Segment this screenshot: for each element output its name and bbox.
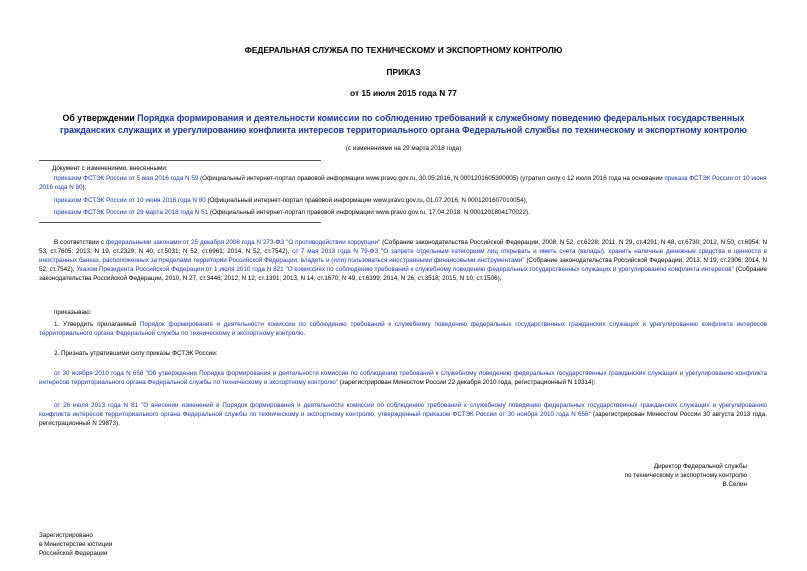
change-text: (Официальный интернет-портал правовой информации www.pravo.gov.ru, 01.07.2016, N 0001201607010054);	[205, 197, 528, 204]
changes-intro: Документ с изменениями, внесенными:	[52, 165, 168, 172]
repeal-2-text: (зарегистрирован Минюстом России 30 августа 2013 года, регистрационный N 29873).	[39, 411, 767, 427]
preamble-paragraph	[39, 238, 767, 283]
change-text: (Официальный интернет-портал правовой информации www.pravo.gov.ru, 17.04.2018, N 0001201804170022).	[208, 209, 530, 216]
change-item	[54, 208, 530, 217]
title-link[interactable]: Порядка формирования и деятельности комиссии по соблюдению требований к служебному поведению федеральных государственных гражданских служащих и урегулированию конфликта интересов территориального органа Федеральной службы по техническому и экспортному контролю	[60, 113, 747, 135]
preamble-text: В соответствии с	[54, 239, 106, 246]
preamble-text: (Собрание законодательства Российской Федерации, 2008, N 52, ст.6228; 2011, N 29, ст.4291; N 48, ст.6730; 2012, N 50, ст.6954; N 53, ст.7605; 2013, N 19, ст.2329; N 40, ст.5031; N 52, ст.6961; 2014, N 52, ст.7542),	[39, 239, 768, 255]
signature-position-cont: по техническому и экспортному контролю	[624, 472, 747, 479]
order-81-link[interactable]: от 26 июля 2013 года N 81 "О внесении изменений в Порядок формирования и деятельности комиссии по соблюдению требований к служебному поведению федеральных государственных гражданских служащих и урегулированию конфликта интересов территориального органа Федеральной службы по техническому и экспортному контролю, утвержденный приказом ФСТЭК России от 30 ноября 2010 года N 656"	[39, 402, 767, 418]
change-text: (Официальный интернет-портал правовой информации www.pravo.gov.ru, 30.05.2016, N 0001201605300005) (утратил силу с 12 июля 2016 года на основании	[198, 175, 665, 182]
preamble-text: (Собрание законодательства Российской Федерации, 2013, N 19, ст.2306; 2014, N 52, ст.7542),	[39, 257, 767, 273]
change-link[interactable]: приказом ФСТЭК России от 5 мая 2016 года N 59	[54, 175, 199, 182]
change-item	[39, 174, 767, 192]
law-79-link[interactable]: от 7 мая 2013 года N 79-ФЗ "О запрете отдельным категориям лиц открывать и иметь счета (вклады), хранить наличные денежные средства и ценности в иностранных банках, расположенных за пределами территории Российской Федерации, владеть и (или) пользоваться иностранными финансовыми инструментами"	[39, 248, 767, 264]
amendments-note: (с изменениями на 29 марта 2018 года)	[345, 145, 462, 152]
procedure-link[interactable]: Порядок формирования и деятельности комиссии по соблюдению требований к служебному поведению федеральных государственных гражданских служащих и урегулированию конфликта интересов территориального органа Федеральной службы по техническому и экспортному контролю	[39, 321, 767, 337]
divider-top	[39, 160, 321, 161]
change-link-secondary[interactable]: приказа ФСТЭК России от 10 июня 2016 года N 80	[39, 175, 767, 191]
change-text-end: );	[82, 184, 87, 191]
law-273-link[interactable]: федеральными законами от 25 декабря 2008 года N 273-ФЗ "О противодействии коррупции"	[105, 239, 381, 246]
organization-heading: ФЕДЕРАЛЬНАЯ СЛУЖБА ПО ТЕХНИЧЕСКОМУ И ЭКСПОРТНОМУ КОНТРОЛЮ	[244, 45, 563, 55]
title-prefix: Об утверждении	[62, 113, 138, 123]
repealed-order-2	[39, 401, 767, 428]
signature-block	[625, 462, 747, 489]
change-item	[54, 196, 528, 205]
change-link[interactable]: приказом ФСТЭК России от 29 марта 2018 года N 51	[54, 209, 209, 216]
document-date-number: от 15 июля 2015 года N 77	[350, 88, 457, 98]
item-1-text: 1. Утвердить прилагаемый	[54, 321, 140, 328]
signature-position: Директор Федеральной службы	[653, 463, 747, 470]
preamble-text: (Собрание законодательства Российской Федерации, 2010, N 27, ст.3446; 2012, N 12, ст.1391; 2013, N 14, ст.1670; N 49, ст.6399; 2014, N 26, ст.3518; 2015, N 10, ст.1506),	[39, 266, 767, 282]
document-title	[40, 112, 767, 136]
divider-bottom	[39, 222, 321, 223]
item-1-end: .	[303, 330, 306, 337]
order-item-1	[39, 320, 767, 338]
repealed-order-1	[39, 369, 767, 387]
decree-821-link[interactable]: Указом Президента Российской Федерации от 1 июля 2010 года N 821 "О комиссиях по соблюдению требований к служебному поведению федеральных государственных служащих и урегулированию конфликта интересов"	[76, 266, 734, 273]
signature-name: В.Селин	[722, 481, 747, 488]
order-word: приказываю:	[54, 309, 92, 316]
order-item-2: 2. Признать утратившими силу приказы ФСТЭК России:	[54, 350, 218, 357]
order-656-link[interactable]: от 30 ноября 2010 года N 656 "Об утверждении Порядка формирования и деятельности комиссии по соблюдению требований к служебному поведению федеральных государственных гражданских служащих и урегулированию конфликта интересов территориального органа Федеральной службы по техническому и экспортному контролю"	[39, 370, 767, 386]
change-link[interactable]: приказом ФСТЭК России от 10 июня 2016 года N 80	[54, 197, 206, 204]
document-type: ПРИКАЗ	[386, 67, 421, 77]
repeal-1-text: (зарегистрирован Минюстом России 22 декабря 2010 года, регистрационный N 19314);	[337, 379, 596, 386]
registration-line: Российской Федерации	[39, 550, 108, 557]
registration-line: в Министерстве юстиции	[39, 541, 113, 548]
registration-block	[39, 531, 112, 558]
registration-line: Зарегистрировано	[39, 532, 93, 539]
